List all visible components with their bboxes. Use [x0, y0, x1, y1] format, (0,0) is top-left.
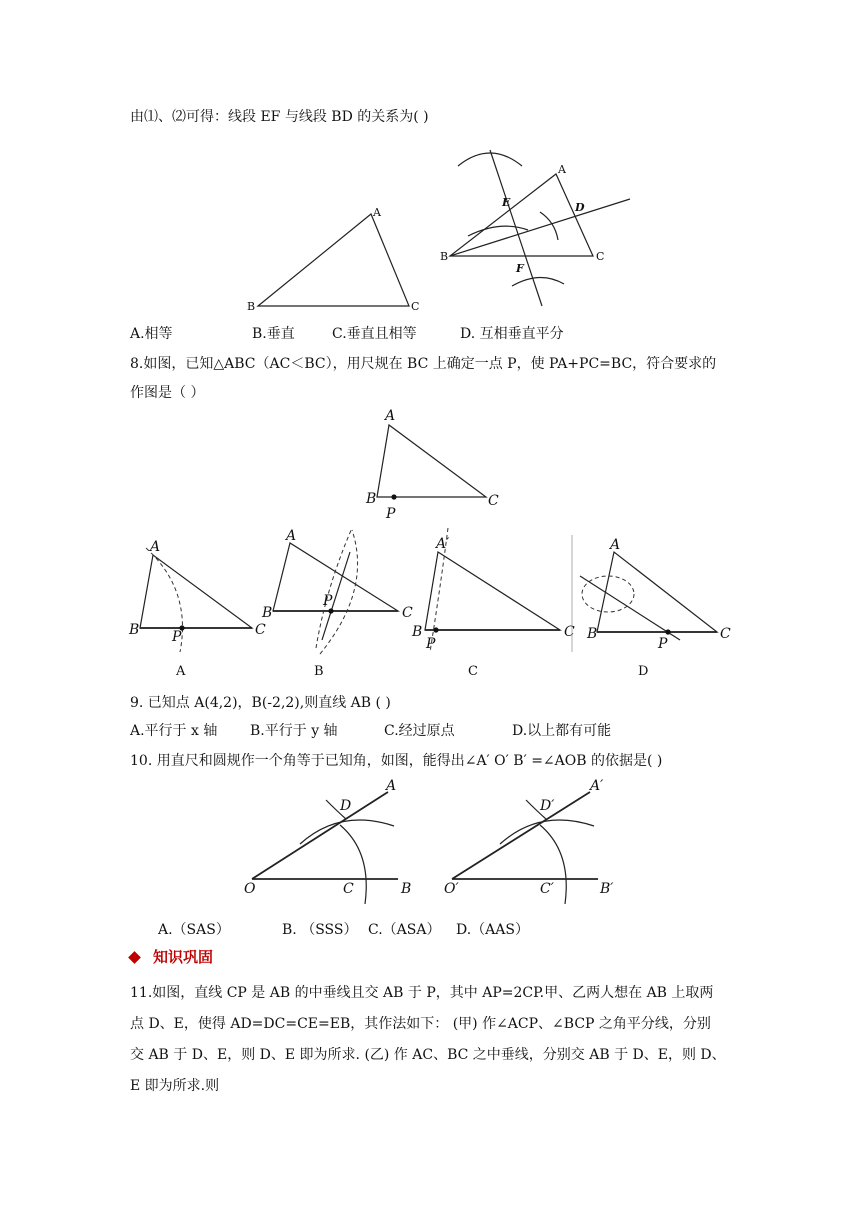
q9-stem: 9. 已知点 A(4,2)，B(-2,2),则直线 AB ( ) [130, 695, 391, 711]
q8-caption-b: B [314, 664, 324, 679]
q7-stem: 由⑴、⑵可得：线段 EF 与线段 BD 的关系为( ) [130, 109, 429, 125]
q11-line2: 点 D、E，使得 AD=DC=CE=EB，其作法如下： (甲) 作∠ACP、∠BCP 之角平分线，分别 [130, 1016, 711, 1032]
section-title: 知识巩固 [153, 948, 214, 966]
q10-stem: 10. 用直尺和圆规作一个角等于已知角，如图，能得出∠A′ O′ B′ =∠AOB 的依据是( ) [130, 753, 663, 769]
q7-right-label-f: F [516, 262, 524, 275]
svg-text:P: P [658, 636, 668, 652]
svg-text:P: P [172, 629, 182, 645]
svg-text:A: A [610, 537, 621, 553]
q7-left-label-c: C [411, 300, 420, 313]
q8-caption-d: D [638, 664, 649, 679]
q10-left-label-c: C [343, 881, 354, 897]
svg-text:P: P [426, 636, 436, 652]
q10-right-label-c: C′ [540, 881, 554, 897]
q11-line1: 11.如图，直线 CP 是 AB 的中垂线且交 AB 于 P，其中 AP=2CP.甲、乙两人想在 AB 上取两 [130, 985, 714, 1001]
q9-option-d: D.以上都有可能 [512, 723, 612, 739]
q10-option-b: B. （SSS） [282, 922, 358, 938]
q8-main-label-p: P [386, 506, 396, 522]
q7-right-label-e: E [502, 196, 511, 209]
q7-right-label-b: B [440, 250, 449, 263]
q10-option-c: C.（ASA） [368, 922, 441, 938]
diamond-bullet-icon [128, 951, 141, 964]
q10-right-label-b: B′ [600, 881, 614, 897]
svg-text:P: P [323, 593, 333, 609]
q7-option-d: D. 互相垂直平分 [460, 326, 564, 342]
section-heading [130, 946, 213, 967]
q7-right-label-d: D [575, 201, 585, 214]
q11-line3: 交 AB 于 D、E，则 D、E 即为所求. (乙) 作 AC、BC 之中垂线，分别交 AB 于 D、E，则 D、 [130, 1047, 726, 1063]
svg-text:C: C [720, 626, 731, 642]
q9-option-c: C.经过原点 [384, 723, 455, 739]
svg-text:B: B [129, 622, 140, 638]
q8-main-label-c: C [488, 493, 499, 509]
svg-text:B: B [587, 626, 598, 642]
q10-option-d: D.（AAS） [456, 922, 529, 938]
q10-left-label-d: D [340, 798, 352, 814]
q8-main-label-b: B [366, 491, 377, 507]
q10-right-label-o: O′ [444, 881, 459, 897]
svg-text:A′: A′ [436, 536, 450, 552]
q10-left-label-o: O [244, 881, 256, 897]
q8-caption-c: C [468, 664, 478, 679]
q8-stem-line1: 8.如图，已知△ABC（AC＜BC），用尺规在 BC 上确定一点 P，使 PA+PC=BC，符合要求的 [130, 356, 717, 372]
q7-option-c: C.垂直且相等 [332, 326, 417, 342]
svg-text:C: C [564, 624, 575, 640]
svg-text:B: B [262, 605, 273, 621]
q7-right-label-c: C [596, 250, 605, 263]
q9-option-b: B.平行于 y 轴 [250, 723, 338, 739]
q7-right-label-a: A [558, 163, 566, 176]
svg-text:A: A [150, 539, 161, 555]
q10-right-label-d: D′ [540, 798, 555, 814]
svg-text:A: A [286, 528, 297, 544]
q11-line4: E 即为所求.则 [130, 1078, 220, 1094]
q8-caption-a: A [176, 664, 186, 679]
q8-main-label-a: A [385, 408, 396, 424]
q10-left-label-a: A [386, 778, 397, 794]
q7-left-label-b: B [247, 300, 256, 313]
svg-text:C: C [255, 622, 266, 638]
q8-stem-line2: 作图是（ ） [130, 385, 205, 401]
q10-right-label-a: A′ [590, 778, 604, 794]
q10-left-label-b: B [401, 881, 412, 897]
q7-option-b: B.垂直 [252, 326, 295, 342]
q9-option-a: A.平行于 x 轴 [130, 723, 218, 739]
q7-left-label-a: A [373, 206, 381, 219]
q10-option-a: A.（SAS） [158, 922, 230, 938]
svg-text:B: B [412, 624, 423, 640]
q7-option-a: A.相等 [130, 326, 173, 342]
svg-text:C: C [402, 605, 413, 621]
